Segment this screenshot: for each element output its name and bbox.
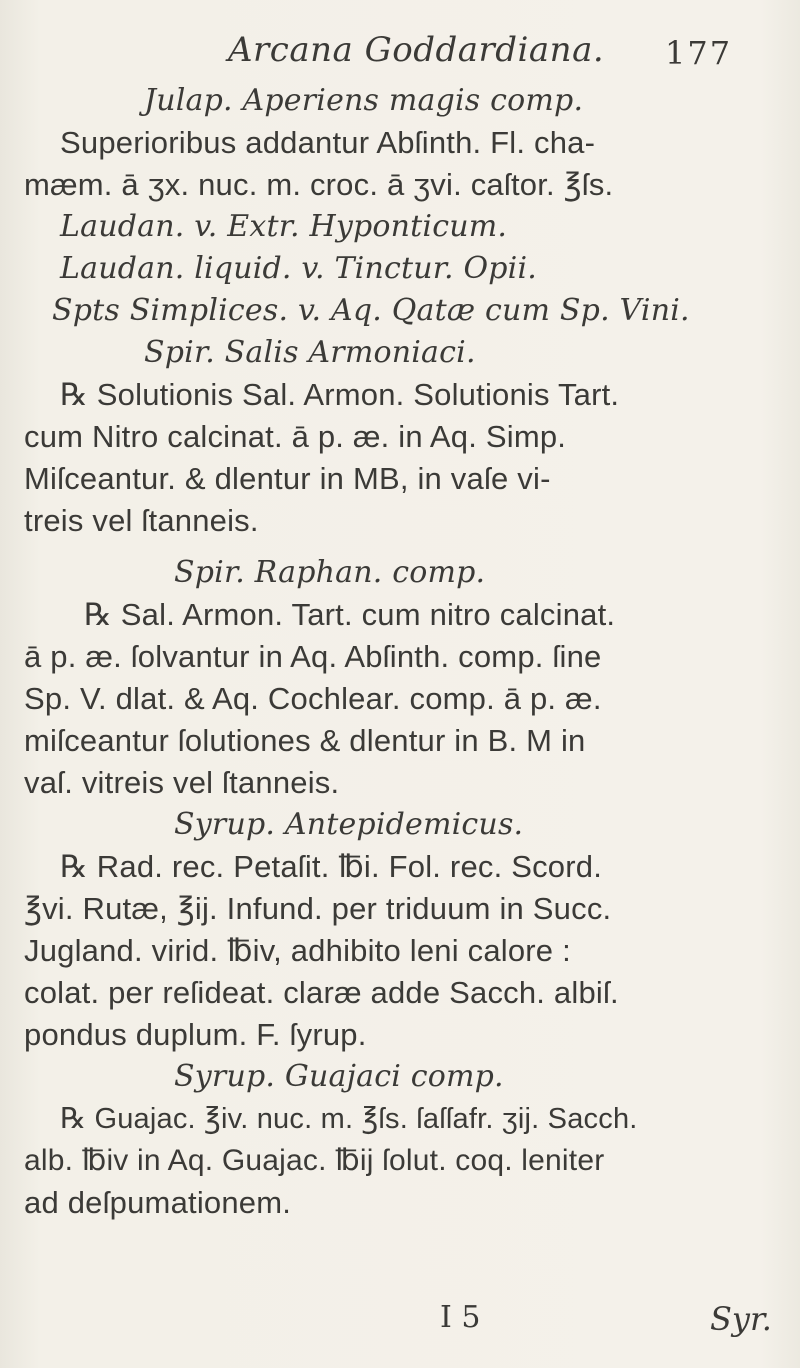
running-title: Arcana Goddardiana. bbox=[228, 30, 605, 70]
text-line: ad deſpumationem. bbox=[24, 1185, 292, 1220]
text-line: ℞ Solutionis Sal. Armon. Solutionis Tart. bbox=[60, 377, 620, 412]
text-line: vaſ. vitreis vel ſtanneis. bbox=[24, 765, 340, 800]
cross-reference: Spts Simplices. v. Aq. Qatæ cum Sp. Vini. bbox=[52, 293, 690, 328]
text-line: Sp. V. dlat. & Aq. Cochlear. comp. ā p. æ. bbox=[24, 681, 602, 716]
text-line: mæm. ā ʒx. nuc. m. croc. ā ʒvi. caſtor. ℥ſs. bbox=[24, 167, 614, 202]
cross-reference: Laudan. liquid. v. Tinctur. Opii. bbox=[60, 251, 538, 286]
text-line: colat. per reſideat. claræ adde Sacch. albiſ. bbox=[24, 975, 619, 1010]
text-line: cum Nitro calcinat. ā p. æ. in Aq. Simp. bbox=[24, 419, 567, 454]
text-line: treis vel ſtanneis. bbox=[24, 503, 259, 538]
recipe-heading: Spir. Salis Armoniaci. bbox=[144, 335, 476, 370]
text-line: Superioribus addantur Abſinth. Fl. cha- bbox=[60, 125, 596, 160]
catchword: Syr. bbox=[710, 1300, 772, 1338]
text-line: ℥vi. Rutæ, ℥ij. Infund. per triduum in Succ. bbox=[24, 891, 612, 926]
text-line: ℞ Guajac. ℥iv. nuc. m. ℥ſs. ſaſſafr. ʒij. Sacch. bbox=[60, 1103, 638, 1135]
spacer bbox=[24, 542, 774, 552]
text-line: ℞ Rad. rec. Petaſit. ℔i. Fol. rec. Scord. bbox=[60, 849, 603, 884]
recipe-heading: Syrup. Antepidemicus. bbox=[174, 807, 524, 842]
text-line: alb. ℔iv in Aq. Guajac. ℔ij ſolut. coq. leniter bbox=[24, 1144, 605, 1177]
page-footer bbox=[0, 1300, 800, 1350]
text-line: pondus duplum. F. ſyrup. bbox=[24, 1017, 367, 1052]
text-line: Miſceantur. & dlentur in MB, in vaſe vi- bbox=[24, 461, 551, 496]
text-line: ā p. æ. ſolvantur in Aq. Abſinth. comp. ſine bbox=[24, 639, 602, 674]
page-header bbox=[0, 22, 800, 72]
signature-mark: I 5 bbox=[440, 1300, 481, 1335]
text-line: ℞ Sal. Armon. Tart. cum nitro calcinat. bbox=[84, 597, 616, 632]
text-line: Jugland. virid. ℔iv, adhibito leni calore : bbox=[24, 933, 571, 968]
text-line: miſceantur ſolutiones & dlentur in B. M in bbox=[24, 723, 586, 758]
recipe-heading: Julap. Aperiens magis comp. bbox=[144, 83, 584, 118]
page-number: 177 bbox=[665, 34, 733, 72]
recipe-heading: Syrup. Guajaci comp. bbox=[174, 1059, 504, 1094]
page-body bbox=[24, 80, 774, 1224]
recipe-heading: Spir. Raphan. comp. bbox=[174, 555, 486, 590]
cross-reference: Laudan. v. Extr. Hyponticum. bbox=[60, 209, 508, 244]
